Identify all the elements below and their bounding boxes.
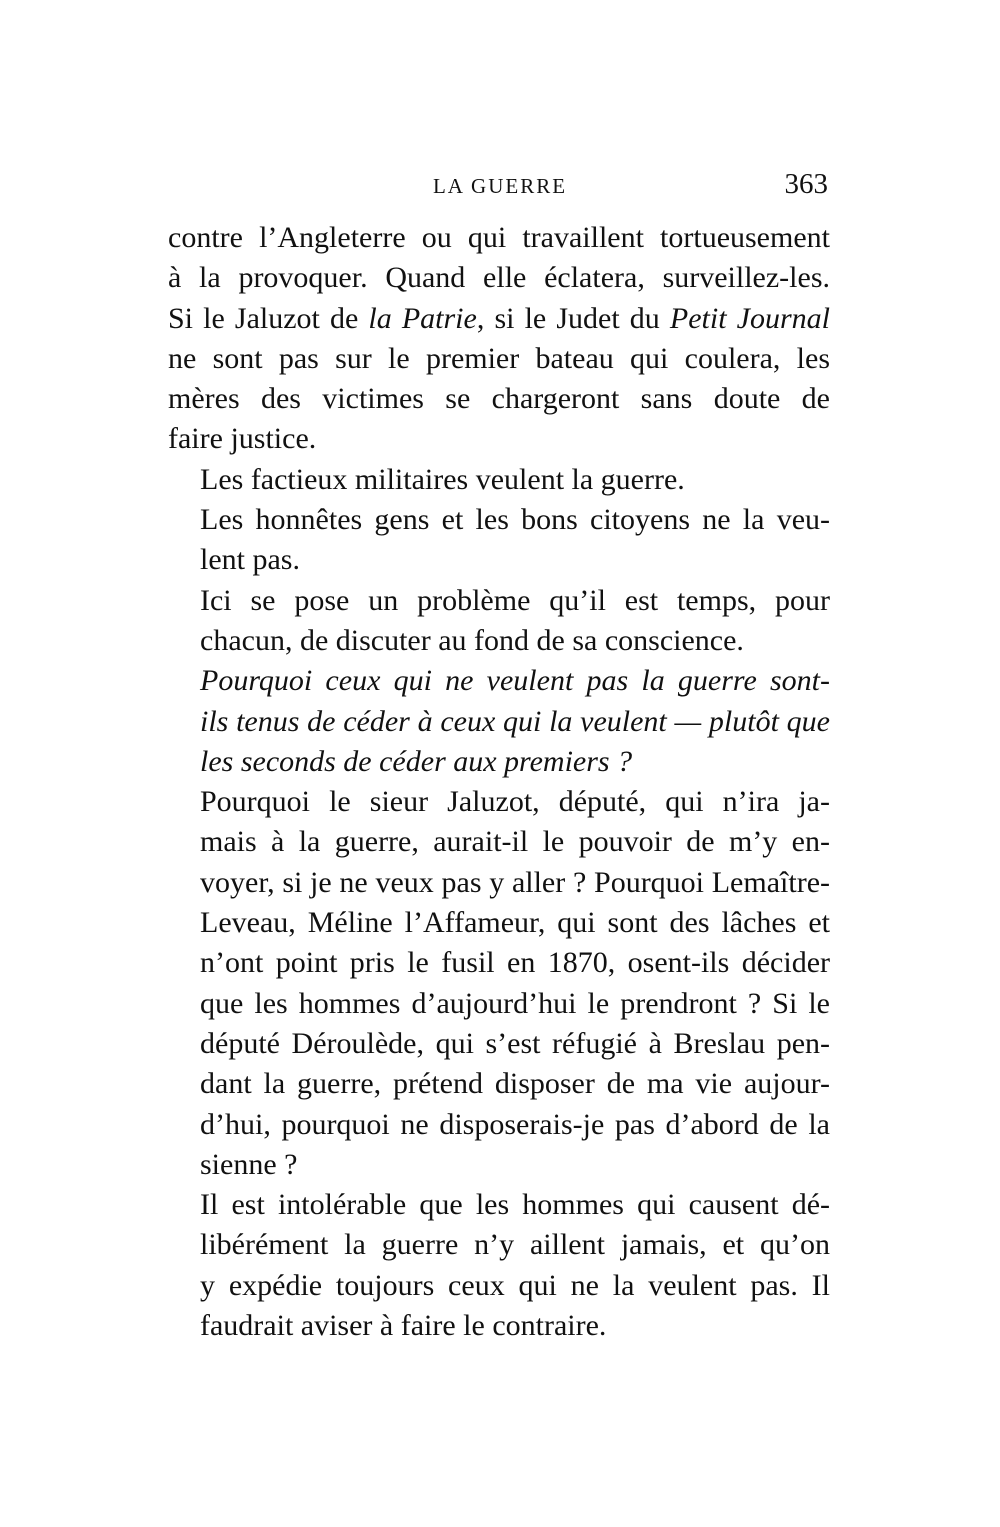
text-line <box>168 1145 830 1185</box>
text-line <box>168 258 830 298</box>
text-run: député Déroulède, qui s’est réfugié à Breslau pen- <box>200 1026 830 1060</box>
text-run: libérément la guerre n’y aillent jamais, et qu’on <box>200 1228 830 1262</box>
text-line <box>168 943 830 983</box>
text-line <box>168 702 830 742</box>
text-run: sienne ? <box>200 1147 298 1181</box>
text-line <box>168 1185 830 1225</box>
text-run: faudrait aviser à faire le contraire. <box>200 1309 607 1343</box>
text-run: Les factieux militaires veulent la guerre. <box>200 462 685 496</box>
paragraph <box>168 1185 830 1346</box>
text-run: Ici se pose un problème qu’il est temps, pour <box>200 583 830 617</box>
text-line <box>168 903 830 943</box>
text-run: voyer, si je ne veux pas y aller ? Pourquoi Lemaître- <box>200 865 830 899</box>
paragraph <box>168 661 830 782</box>
text-line <box>168 1064 830 1104</box>
text-run: faire justice. <box>168 422 317 456</box>
text-run: ne sont pas sur le premier bateau qui coulera, les <box>168 341 830 375</box>
text-line <box>168 621 830 661</box>
text-run: Les honnêtes gens et les bons citoyens ne la veu- <box>200 503 830 537</box>
text-run: Pourquoi le sieur Jaluzot, député, qui n’ira ja- <box>200 785 830 819</box>
text-line <box>168 500 830 540</box>
text-run: mères des victimes se chargeront sans doute de <box>168 382 830 416</box>
text-line <box>168 379 830 419</box>
text-run: Il est intolérable que les hommes qui causent dé- <box>200 1188 830 1222</box>
paragraph <box>168 460 830 500</box>
text-run: Leveau, Méline l’Affameur, qui sont des lâches et <box>200 906 830 940</box>
text-run: à la provoquer. Quand elle éclatera, surveillez-les. <box>168 261 830 295</box>
text-run: Si le Jaluzot de <box>168 301 369 335</box>
text-line <box>168 299 830 339</box>
text-line <box>168 661 830 701</box>
text-line <box>168 540 830 580</box>
chapter-title: LA GUERRE <box>432 174 568 198</box>
paragraph <box>168 218 830 460</box>
text-run: contre l’Angleterre ou qui travaillent tortueusement <box>168 221 830 254</box>
text-line <box>168 822 830 862</box>
text-run: , si le Judet du <box>476 301 670 335</box>
text-run: dant la guerre, prétend disposer de ma vie aujour- <box>200 1067 830 1101</box>
text-run: n’ont point pris le fusil en 1870, osent-ils décider <box>200 946 830 980</box>
running-head <box>170 168 830 202</box>
text-line <box>168 581 830 621</box>
text-line <box>168 218 830 258</box>
page-number: 363 <box>784 168 828 200</box>
italic-text: la Patrie <box>368 301 477 335</box>
text-run: chacun, de discuter au fond de sa conscience. <box>200 623 744 657</box>
body-text <box>168 218 830 1346</box>
text-line <box>168 339 830 379</box>
text-run: d’hui, pourquoi ne disposerais-je pas d’abord de la <box>200 1107 830 1141</box>
text-line <box>168 1225 830 1265</box>
text-run: lent pas. <box>200 543 300 577</box>
text-line <box>168 984 830 1024</box>
paragraph <box>168 581 830 662</box>
text-run: y expédie toujours ceux qui ne la veulent pas. Il <box>200 1268 830 1302</box>
text-line <box>168 742 830 782</box>
italic-text: les seconds de céder aux premiers ? <box>200 744 633 778</box>
text-run: que les hommes d’aujourd’hui le prendront ? Si le <box>200 986 830 1020</box>
text-line <box>168 1266 830 1306</box>
text-line <box>168 782 830 822</box>
paragraph <box>168 782 830 1185</box>
italic-text: Pourquoi ceux qui ne veulent pas la guerre sont- <box>200 664 830 698</box>
text-line <box>168 1105 830 1145</box>
italic-text: Petit Journal <box>669 301 830 335</box>
paragraph <box>168 500 830 581</box>
text-line <box>168 419 830 459</box>
italic-text: ils tenus de céder à ceux qui la veulent — plutôt que <box>200 704 830 738</box>
text-line <box>168 460 830 500</box>
text-line <box>168 1306 830 1346</box>
text-line <box>168 863 830 903</box>
text-line <box>168 1024 830 1064</box>
text-run: mais à la guerre, aurait-il le pouvoir de m’y en- <box>200 825 830 859</box>
